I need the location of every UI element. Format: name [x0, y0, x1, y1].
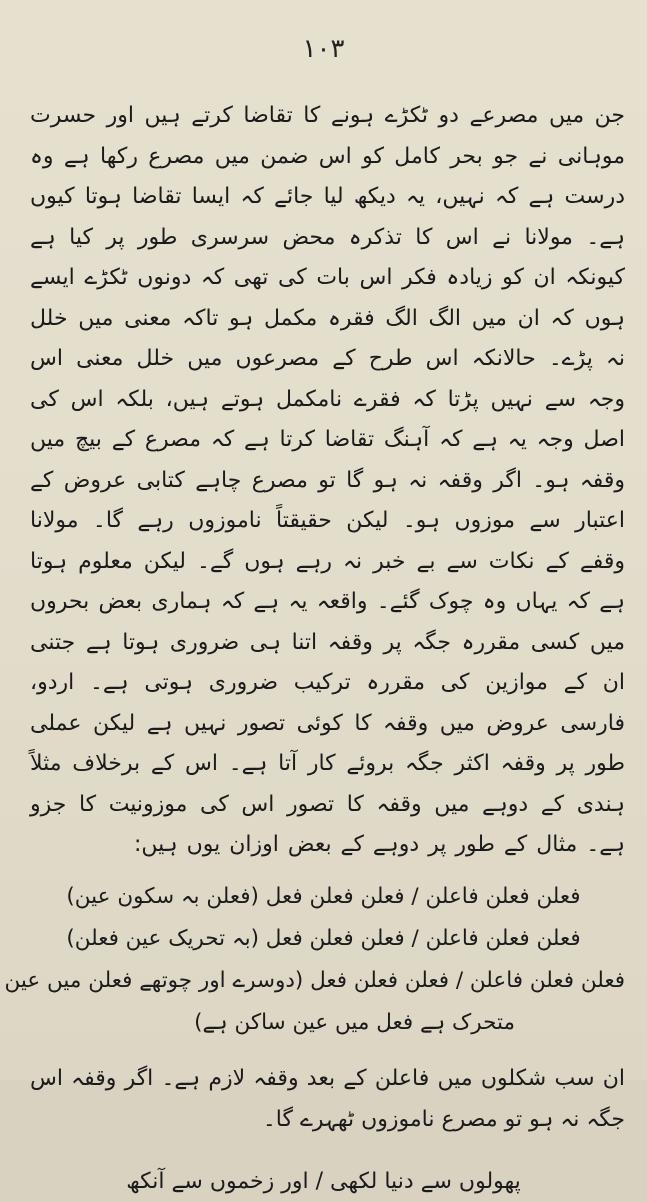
- meter-examples: [4, 876, 625, 1044]
- example-verse: پھولوں سے دنیا لکھی / اور زخموں سے آنکھ: [126, 1168, 521, 1194]
- body-paragraph: جن میں مصرعے دو ٹکڑے ہونے کا تقاضا کرتے ہیں اور حسرت موہانی نے جو بحر کامل کو اس ضمن میں مصرع رکھا ہے وہ درست ہے کہ نہیں، یہ دیکھ لیا جائے کہ ایسا تقاضا ہوتا کیوں ہے۔ مولانا نے اس کا تذکرہ محض سرسری طور پر کیا ہے کیونکہ ان کو زیادہ فکر اس بات کی تھی کہ دونوں ٹکڑے ایسے ہوں کہ ان میں الگ الگ فقرہ مکمل ہو تاکہ معنی میں خلل نہ پڑے۔ حالانکہ اس طرح کے مصرعوں میں خلل معنی اس وجہ سے نہیں پڑتا کہ فقرے نامکمل ہوتے ہیں، بلکہ اس کی اصل وجہ یہ ہے کہ آہنگ تقاضا کرتا ہے کہ مصرع کے بیچ میں وقفہ ہو۔ اگر وقفہ نہ ہو گا تو مصرع چاہے کتابی عروض کے اعتبار سے موزوں ہو۔ لیکن حقیقتاً ناموزوں رہے گا۔ مولانا وقفے کے نکات سے بے خبر نہ رہے ہوں گے۔ لیکن معلوم ہوتا ہے کہ یہاں وہ چوک گئے۔ واقعہ یہ ہے کہ ہماری بعض بحروں میں کسی مقررہ جگہ پر وقفہ اتنا ہی ضروری ہوتا ہے جتنی ان کے موازین کی مقررہ ترکیب ضروری ہوتی ہے۔ اردو، فارسی عروض میں وقفہ کا کوئی تصور نہیں ہے لیکن عملی طور پر وقفہ اکثر جگہ بروئے کار آتا ہے۔ اس کے برخلاف مثلاً ہندی کے دوہے میں وقفہ کا تصور اس کی موزونیت کا جزو ہے۔ مثال کے طور پر دوہے کے بعض اوزان یوں ہیں:: [30, 103, 625, 857]
- page-number: ۱۰۳: [302, 34, 345, 64]
- meter-line-3-continuation: متحرک ہے فعل میں عین ساکن ہے): [194, 1009, 515, 1035]
- meter-line-1: فعلن فعلن فاعلن / فعلن فعلن فعل (فعلن بہ سکون عین): [66, 883, 581, 909]
- meter-line-2: فعلن فعلن فاعلن / فعلن فعلن فعل (بہ تحریک عین فعلن): [66, 925, 581, 951]
- meter-line-3: فعلن فعلن فاعلن / فعلن فعلن فعل (دوسرے اور چوتھے فعلن میں عین: [4, 967, 625, 993]
- conclusion-paragraph: ان سب شکلوں میں فاعلن کے بعد وقفہ لازم ہے۔ اگر وقفہ اس جگہ نہ ہو تو مصرع ناموزوں ٹھہرے گا۔: [30, 1065, 625, 1132]
